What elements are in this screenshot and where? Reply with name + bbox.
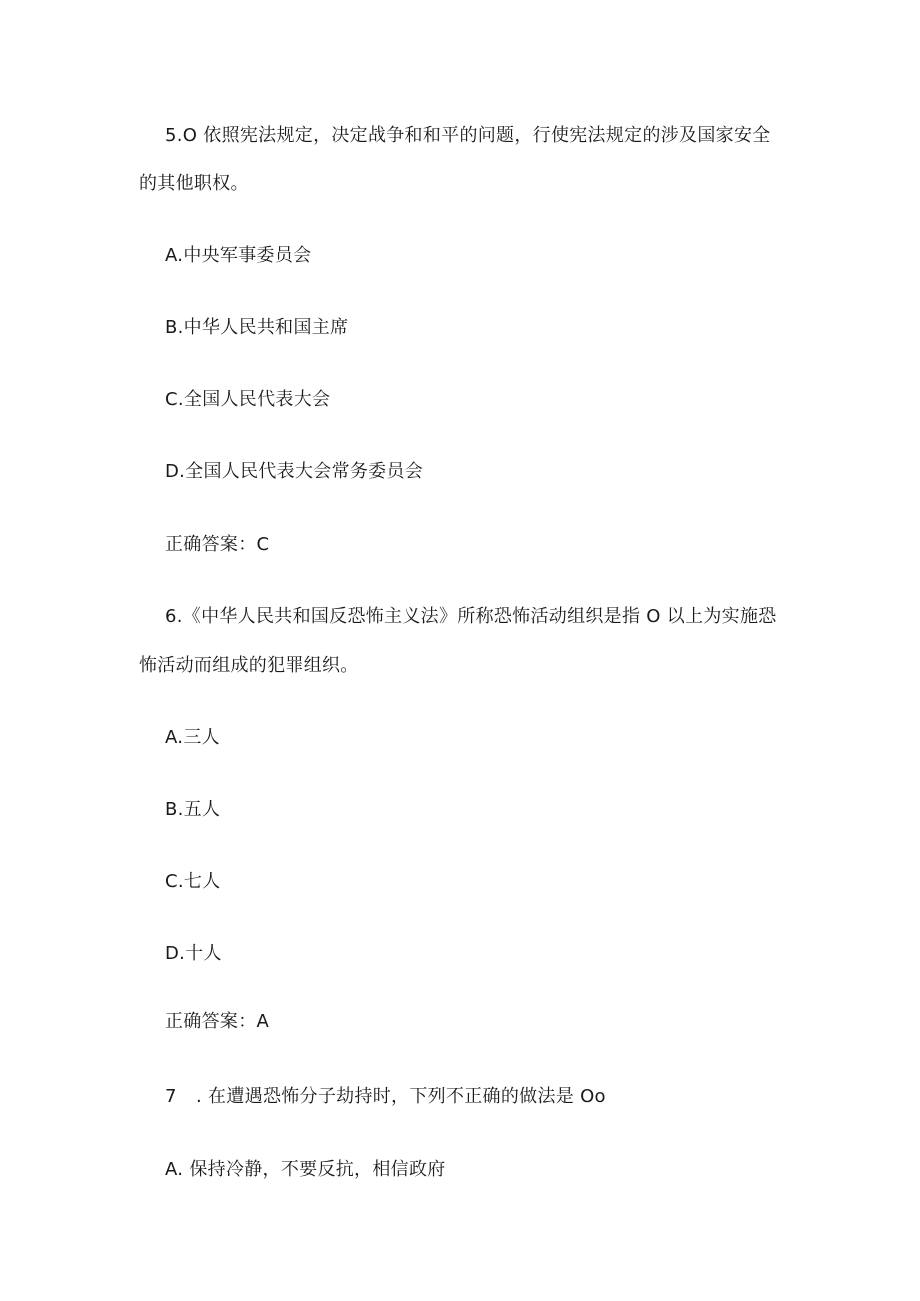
question-6-option-a: A.三人 [165, 727, 220, 748]
question-6-option-d: D.十人 [165, 943, 222, 964]
question-5-option-a: A.中央军事委员会 [165, 245, 312, 266]
question-5-option-b: B.中华人民共和国主席 [165, 317, 349, 338]
question-7-option-a: A. 保持冷静，不要反抗，相信政府 [165, 1159, 446, 1180]
question-7-stem-line1: . 在遭遇恐怖分子劫持时，下列不正确的做法是 Oo [196, 1086, 606, 1107]
question-6-stem-line2: 怖活动而组成的犯罪组织。 [139, 655, 359, 676]
question-6-stem-line1: 6.《中华人民共和国反恐怖主义法》所称恐怖活动组织是指 O 以上为实施恐 [165, 606, 777, 627]
question-7-number: 7 [165, 1086, 177, 1107]
question-5-answer: 正确答案：C [165, 534, 270, 555]
question-6-option-c: C.七人 [165, 871, 221, 892]
question-6-option-b: B.五人 [165, 799, 221, 820]
question-6-answer: 正确答案：A [165, 1011, 270, 1032]
question-5-stem-line2: 的其他职权。 [139, 173, 249, 194]
question-5-stem-line1: 5.O 依照宪法规定，决定战争和和平的问题，行使宪法规定的涉及国家安全 [165, 125, 771, 146]
question-5-option-c: C.全国人民代表大会 [165, 389, 331, 410]
question-5-option-d: D.全国人民代表大会常务委员会 [165, 461, 424, 482]
